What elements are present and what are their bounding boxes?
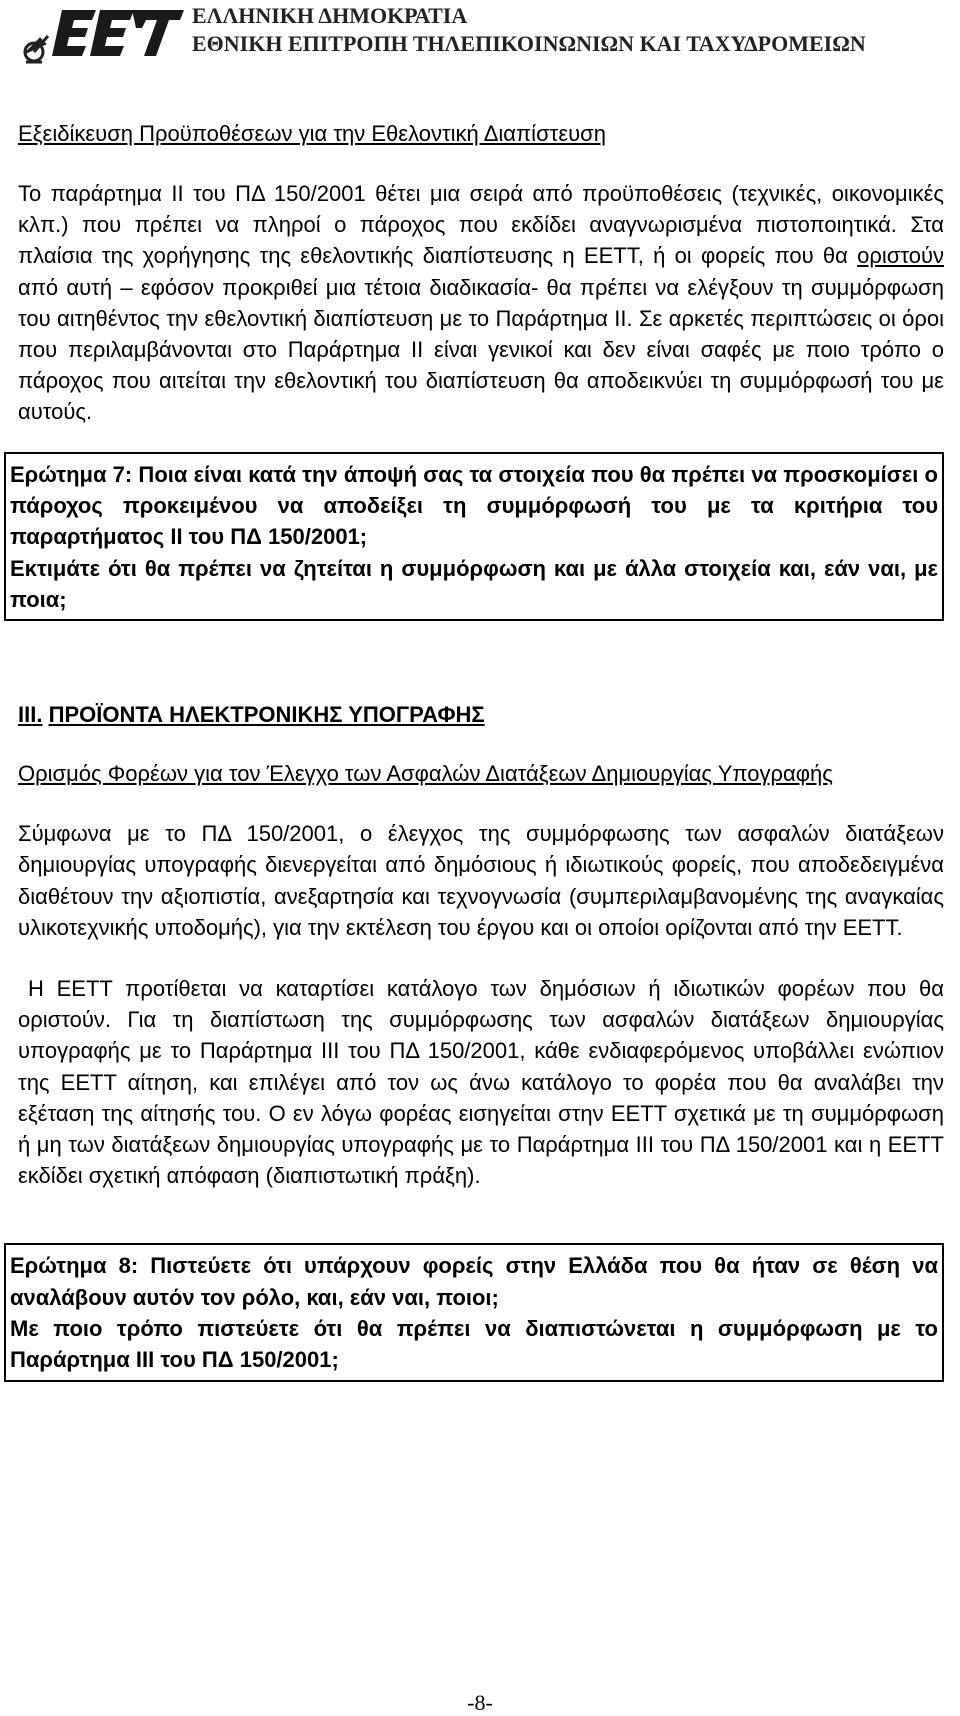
- paragraph-bodies-catalogue: Η ΕΕΤΤ προτίθεται να καταρτίσει κατάλογο των δημόσιων ή ιδιωτικών φορέων που θα οριστούν. Για τη διαπίστωση της συμμόρφωσης των ασφαλών διατάξεων δημιουργίας υπογραφής με το Παράρτημα ΙΙΙ του ΠΔ 150/2001, κάθε ενδιαφερόμενος υποβάλλει ενώπιον της ΕΕΤΤ αίτηση, και επιλέγει από τον ως άνω κατάλογο το φορέα που θα αναλάβει την εξέταση της αίτησής του. Ο εν λόγω φορέας εισηγείται στην ΕΕΤΤ σχετικά με τη συμμόρφωση ή μη των διατάξεων δημιουργίας υπογραφής με το Παράρτημα ΙΙΙ του ΠΔ 150/2001 και η ΕΕΤΤ εκδίδει σχετική απόφαση (διαπιστωτική πράξη).: [18, 975, 944, 1189]
- page-number: -8-: [467, 1690, 493, 1715]
- organization-name: [192, 2, 866, 58]
- section-heading-voluntary-accreditation: Εξειδίκευση Προϋποθέσεων για την Εθελοντική Διαπίστευση: [18, 121, 606, 146]
- org-line-1: ΕΛΛΗΝΙΚΗ ΔΗΜΟΚΡΑΤΙΑ: [192, 3, 468, 28]
- page-header: [0, 0, 960, 70]
- org-line-2: ΕΘΝΙΚΗ ΕΠΙΤΡΟΠΗ ΤΗΛΕΠΙΚΟΙΝΩΝΙΩΝ ΚΑΙ ΤΑΧΥΔΡΟΜΕΙΩΝ: [192, 31, 866, 56]
- question-7-text: Ερώτημα 7: Ποια είναι κατά την άποψή σας τα στοιχεία που θα πρέπει να προσκομίσει ο πάροχος προκειμένου να αποδείξει τη συμμόρφωσή του με τα κριτήρια του παραρτήματος ΙΙ του ΠΔ 150/2001;: [10, 461, 938, 550]
- section-title-text: ΠΡΟΪΟΝΤΑ ΗΛΕΚΤΡΟΝΙΚΗΣ ΥΠΟΓΡΑΦΗΣ: [48, 702, 485, 728]
- question-8-box: [4, 1243, 944, 1381]
- paragraph-annex-ii-part2: από αυτή – εφόσον προκριθεί μια τέτοια διαδικασία- θα πρέπει να ελέγξουν τη συμμόρφωση του αιτηθέντος την εθελοντική διαπίστευση με το Παράρτημα ΙΙ. Σε αρκετές περιπτώσεις οι όροι που περιλαμβάνονται στο Παράρτημα ΙΙ είναι γενικοί και δεν είναι σαφές με ποιο τρόπο ο πάροχος που αιτείται την εθελοντική του διαπίστευση θα αποδεικνύει τη συμμόρφωσή του με αυτούς.: [18, 274, 944, 425]
- question-7-box: [4, 452, 944, 621]
- section-iii-title: [18, 701, 944, 729]
- question-8-text: Ερώτημα 8: Πιστεύετε ότι υπάρχουν φορείς στην Ελλάδα που θα ήταν σε θέση να αναλάβουν αυτόν τον ρόλο, και, εάν ναι, ποιοι;: [10, 1253, 938, 1310]
- question-7-followup: Εκτιμάτε ότι θα πρέπει να ζητείται η συμμόρφωση και με άλλα στοιχεία και, εάν ναι, με ποια;: [10, 555, 938, 612]
- paragraph-annex-ii-part1: Το παράρτημα ΙΙ του ΠΔ 150/2001 θέτει μια σειρά από προϋποθέσεις (τεχνικές, οικονομικές κλπ.) που πρέπει να πληροί ο πάροχος που εκδίδει αναγνωρισμένα πιστοποιητικά. Στα πλαίσια της χορήγησης της εθελοντικής διαπίστευσης η ΕΕΤΤ, ή οι φορείς που θα: [18, 181, 944, 269]
- question-8-followup: Με ποιο τρόπο πιστεύετε ότι θα πρέπει να διαπιστώνεται η συμμόρφωση με το Παράρτημα ΙΙΙ του ΠΔ 150/2001;: [10, 1315, 938, 1373]
- eett-logo-icon: [18, 2, 188, 66]
- paragraph-annex-ii: [18, 178, 944, 428]
- paragraph-compliance-control: Σύμφωνα με το ΠΔ 150/2001, ο έλεγχος της συμμόρφωσης των ασφαλών διατάξεων δημιουργίας υπογραφής διενεργείται από δημόσιους ή ιδιωτικούς φορείς, που αποδεδειγμένα διαθέτουν την αξιοπιστία, ανεξαρτησία και τεχνογνωσία (συμπεριλαμβανομένης της αναγκαίας υλικοτεχνικής υποδομής), για την εκτέλεση του έργου και οι οποίοι ορίζονται από την ΕΕΤΤ.: [18, 821, 944, 940]
- subheading-bodies-definition: Ορισμός Φορέων για τον Έλεγχο των Ασφαλών Διατάξεων Δημιουργίας Υπογραφής: [18, 761, 833, 787]
- document-body: [10, 120, 944, 1382]
- underlined-word: οριστούν: [857, 243, 944, 269]
- section-number: ΙΙΙ.: [18, 702, 43, 728]
